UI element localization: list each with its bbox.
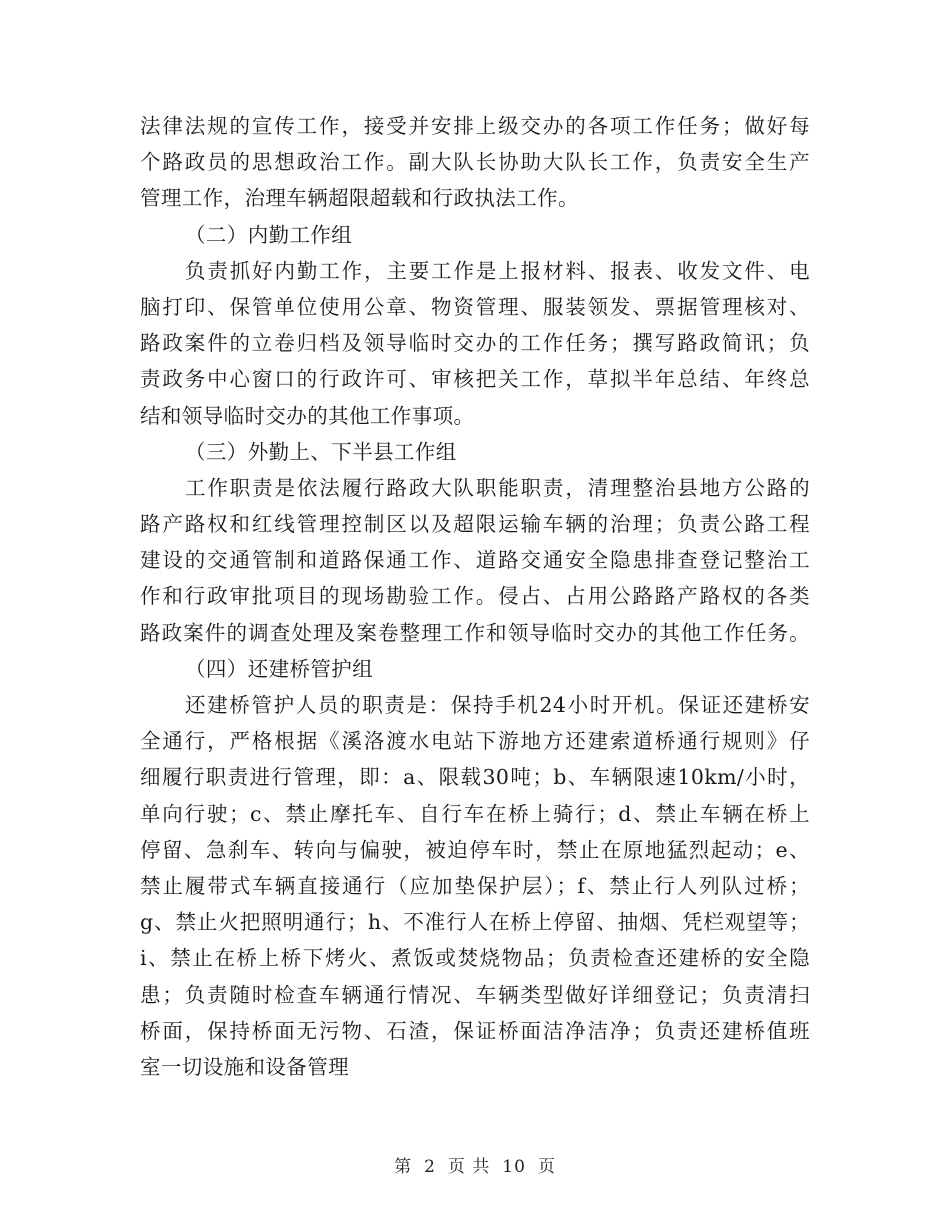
heading-text: （四）还建桥管护组: [185, 656, 374, 681]
footer-suffix: 页: [537, 1157, 556, 1177]
document-body: [140, 108, 810, 1085]
section-heading: [140, 217, 810, 253]
text-line: 责政务中心窗口的行政许可、审核把关工作，草拟半年总结、年终总: [140, 367, 810, 392]
text-line: i、禁止在桥上桥下烤火、煮饭或焚烧物品；负责检查还建桥的安全隐: [140, 946, 810, 971]
current-page-number: 2: [424, 1157, 436, 1177]
text-line: 路政案件的调查处理及案卷整理工作和领导临时交办的其他工作任务。: [140, 620, 810, 645]
paragraph: [140, 687, 810, 1085]
section-heading: [140, 651, 810, 687]
text-line: 全通行，严格根据《溪洛渡水电站下游地方还建索道桥通行规则》仔: [140, 729, 810, 754]
text-line: 停留、急刹车、转向与偏驶，被迫停车时，禁止在原地猛烈起动；e、: [140, 837, 810, 862]
total-page-count: 10: [502, 1157, 526, 1177]
text-line: 个路政员的思想政治工作。副大队长协助大队长工作，负责安全生产: [140, 150, 810, 175]
paragraph: [140, 470, 810, 651]
heading-text: （三）外勤上、下半县工作组: [185, 439, 457, 464]
text-line: 建设的交通管制和道路保通工作、道路交通安全隐患排查登记整治工: [140, 548, 810, 573]
text-line: 管理工作，治理车辆超限超载和行政执法工作。: [140, 186, 579, 211]
text-line: 工作职责是依法履行路政大队职能职责，清理整治县地方公路的: [185, 475, 810, 500]
text-line: 作和行政审批项目的现场勘验工作。侵占、占用公路路产路权的各类: [140, 584, 810, 609]
text-line: 桥面，保持桥面无污物、石渣，保证桥面洁净洁净；负责还建桥值班: [140, 1018, 810, 1043]
text-line: 路政案件的立卷归档及领导临时交办的工作任务；撰写路政简讯；负: [140, 331, 810, 356]
section-heading: [140, 434, 810, 470]
text-line: 单向行驶；c、禁止摩托车、自行车在桥上骑行；d、禁止车辆在桥上: [140, 801, 810, 826]
text-line: 负责抓好内勤工作，主要工作是上报材料、报表、收发文件、电: [185, 258, 810, 283]
text-line: 脑打印、保管单位使用公章、物资管理、服装领发、票据管理核对、: [140, 294, 810, 319]
footer-middle: 页 共: [447, 1157, 491, 1177]
text-line: g、禁止火把照明通行；h、不准行人在桥上停留、抽烟、凭栏观望等；: [140, 910, 810, 935]
text-line: 路产路权和红线管理控制区以及超限运输车辆的治理；负责公路工程: [140, 512, 810, 537]
text-line: 患；负责随时检查车辆通行情况、车辆类型做好详细登记；负责清扫: [140, 982, 810, 1007]
text-line: 禁止履带式车辆直接通行（应加垫保护层）；f、禁止行人列队过桥；: [140, 873, 810, 898]
footer-prefix: 第: [394, 1157, 413, 1177]
text-line: 室一切设施和设备管理: [140, 1054, 349, 1079]
page-footer: [0, 1152, 950, 1177]
paragraph: [140, 253, 810, 434]
text-line: 结和领导临时交办的其他工作事项。: [140, 403, 475, 428]
heading-text: （二）内勤工作组: [185, 222, 353, 247]
text-line: 法律法规的宣传工作，接受并安排上级交办的各项工作任务；做好每: [140, 114, 810, 138]
text-line: 细履行职责进行管理，即：a、限载30吨；b、车辆限速10km/小时，: [140, 765, 810, 790]
paragraph: [140, 108, 810, 217]
text-line: 还建桥管护人员的职责是：保持手机24小时开机。保证还建桥安: [185, 693, 810, 717]
